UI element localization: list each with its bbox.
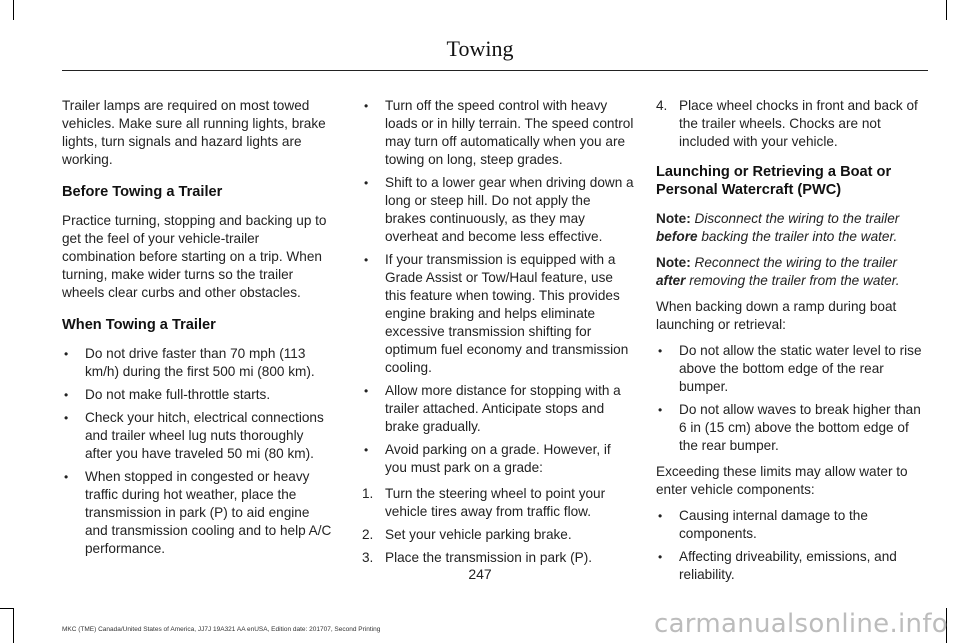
when-towing-heading: When Towing a Trailer bbox=[62, 317, 216, 333]
list-item: • Check your hitch, electrical connections and trailer wheel lug nuts thoroughly after you have traveled 50 mi (80 km). bbox=[64, 410, 324, 461]
watermark-logo: carmanualsonline.info bbox=[653, 609, 948, 639]
crop-mark-top-right bbox=[946, 0, 947, 20]
list-item: • Do not allow waves to break higher than 6 in (15 cm) above the bottom edge of the rear bumper. bbox=[658, 402, 921, 453]
note-label: Note: bbox=[656, 211, 691, 226]
list-item: 2. Set your vehicle parking brake. bbox=[362, 527, 572, 542]
towing-tips-list bbox=[362, 97, 634, 477]
step-number: 3. bbox=[362, 550, 374, 565]
before-towing-text: Practice turning, stopping and backing up to get the feel of your vehicle-trailer combination before starting on a trip. When turning, make wider turns so the trailer wheels clear curbs and other obstacles. bbox=[62, 213, 327, 300]
list-item: • Affecting driveability, emissions, and reliability. bbox=[658, 549, 897, 582]
list-item: • Allow more distance for stopping with a trailer attached. Anticipate stops and brake gradually. bbox=[364, 383, 621, 434]
list-item: • Shift to a lower gear when driving down a long or steep hill. Do not apply the brakes continuously, as they may overheat and become less effective. bbox=[364, 175, 634, 244]
bullet-marker: • bbox=[64, 388, 69, 402]
step-number: 1. bbox=[362, 486, 374, 501]
backing-text: When backing down a ramp during boat launching or retrieval: bbox=[656, 299, 897, 332]
list-item: • Turn off the speed control with heavy loads or in hilly terrain. The speed control may turn off automatically when you are towing on long, steep grades. bbox=[364, 98, 634, 167]
note-before: Note: Disconnect the wiring to the trailer before backing the trailer into the water. bbox=[656, 211, 900, 244]
page-number: 247 bbox=[468, 566, 492, 582]
list-item: • Do not make full-throttle starts. bbox=[64, 387, 271, 402]
page-title: Towing bbox=[446, 36, 514, 61]
parking-steps-list bbox=[362, 485, 634, 567]
list-item: • If your transmission is equipped with a Grade Assist or Tow/Haul feature, use this feature when towing. This provides engine braking and helps eliminate excessive transmission shifting for optimum fuel economy and transmission cooling. bbox=[364, 252, 629, 375]
bullet-marker: • bbox=[658, 344, 663, 358]
bullet-marker: • bbox=[364, 176, 369, 190]
step-number: 2. bbox=[362, 527, 374, 542]
list-item: • When stopped in congested or heavy traffic during hot weather, place the transmission in park (P) to aid engine and transmission cooling and to help A/C performance. bbox=[64, 469, 332, 556]
note-label: Note: bbox=[656, 255, 691, 270]
bullet-marker: • bbox=[364, 384, 369, 398]
crop-mark-bottom-left-v bbox=[13, 608, 14, 643]
bullet-marker: • bbox=[658, 509, 663, 523]
intro-paragraph: Trailer lamps are required on most towed vehicles. Make sure all running lights, brake lights, turn signals and hazard lights are working. bbox=[62, 98, 326, 167]
column-1 bbox=[62, 97, 334, 566]
list-item: • Avoid parking on a grade. However, if you must park on a grade: bbox=[364, 442, 611, 475]
column-2 bbox=[362, 97, 634, 575]
bullet-marker: • bbox=[364, 443, 369, 457]
list-item: 3. Place the transmission in park (P). bbox=[362, 550, 593, 565]
bullet-marker: • bbox=[658, 550, 663, 564]
list-item: 4. Place wheel chocks in front and back of the trailer wheels. Chocks are not included with your vehicle. bbox=[656, 98, 918, 149]
bullet-marker: • bbox=[658, 403, 663, 417]
exceed-text: Exceeding these limits may allow water to enter vehicle components: bbox=[656, 464, 908, 497]
bullet-marker: • bbox=[64, 411, 69, 425]
list-item: • Causing internal damage to the components. bbox=[658, 508, 868, 541]
crop-mark-top-left bbox=[13, 0, 14, 20]
when-towing-list bbox=[62, 345, 334, 558]
before-towing-heading: Before Towing a Trailer bbox=[62, 184, 223, 200]
bullet-marker: • bbox=[364, 253, 369, 267]
list-item: • Do not drive faster than 70 mph (113 km/h) during the first 500 mi (800 km). bbox=[64, 346, 315, 379]
crop-mark-bottom-left-h bbox=[0, 608, 14, 609]
bullet-marker: • bbox=[364, 99, 369, 113]
column-3 bbox=[656, 97, 928, 592]
note-after: Note: Reconnect the wiring to the trailer after removing the trailer from the water. bbox=[656, 255, 900, 288]
water-level-list bbox=[656, 342, 928, 455]
parking-steps-continued bbox=[656, 97, 928, 151]
footer-edition-text: MKC (TME) Canada/United States of America, JJ7J 19A321 AA enUSA, Edition date: 201707, Second Printing bbox=[62, 626, 381, 633]
header-rule bbox=[62, 70, 928, 71]
boat-launch-heading: Launching or Retrieving a Boat or Personal Watercraft (PWC) bbox=[656, 164, 892, 198]
list-item: • Do not allow the static water level to rise above the bottom edge of the rear bumper. bbox=[658, 343, 922, 394]
bullet-marker: • bbox=[64, 470, 69, 484]
bullet-marker: • bbox=[64, 347, 69, 361]
step-number: 4. bbox=[656, 98, 668, 113]
list-item: 1. Turn the steering wheel to point your vehicle tires away from traffic flow. bbox=[362, 486, 606, 519]
